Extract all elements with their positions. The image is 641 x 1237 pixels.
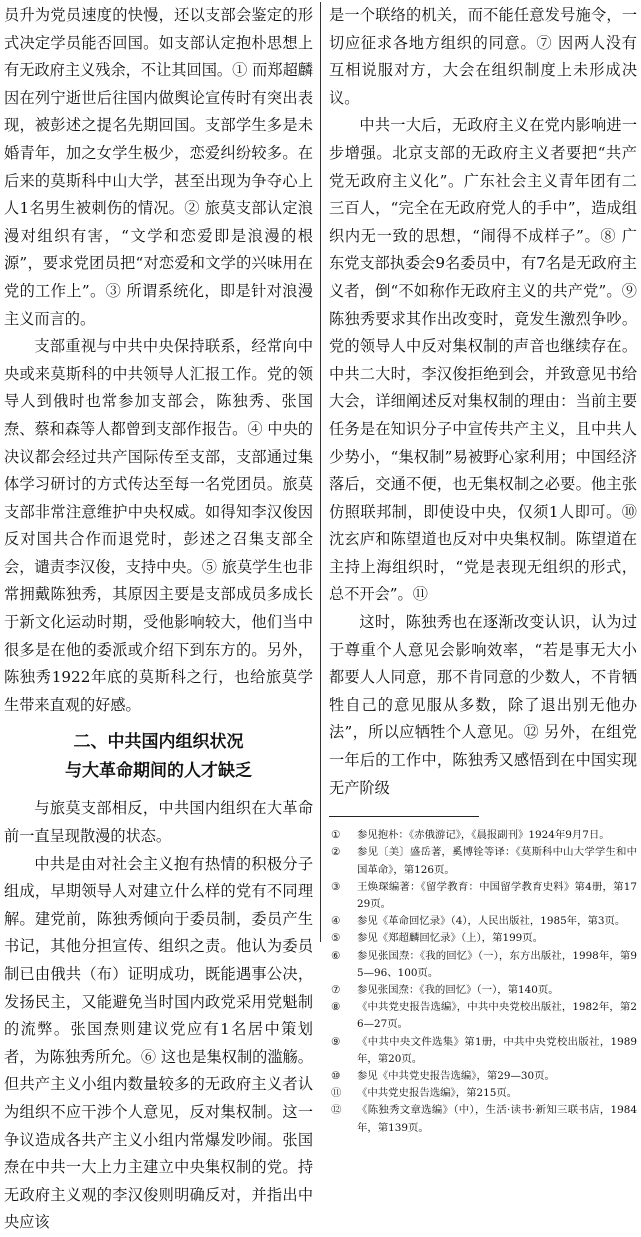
paragraph: 这时，陈独秀也在逐渐改变认识，认为过于尊重个人意见会影响效率，“若是事无大小都要人人同意，那不肯同意的少数人，不肯牺牲自己的意见服从多数，除了退出别无他办法”，所以应牺牲个人意见。⑫ 另外，在组党一年后的工作中，陈独秀又感悟到在中国实现无产阶级 xyxy=(329,613,637,797)
footnote-text: 参见张国焘：《我的回忆》（一），东方出版社，1998年，第95—96、100页。 xyxy=(357,949,637,979)
footnote-mark: ⑫ xyxy=(331,1104,342,1117)
footnote-mark: ⑨ xyxy=(331,1035,341,1048)
footnote-text: 王焕琛编著：《留学教育：中国留学教育史料》第4册，第1729页。 xyxy=(357,880,637,911)
footnote xyxy=(329,827,637,844)
paragraph: 支部重视与中共中央保持联系，经常向中央或来莫斯科的中共领导人汇报工作。党的领导人到俄时也常参加支部会，陈独秀、张国焘、蔡和森等人都曾到支部作报告。④ 中央的决议都会经过共产国际传至支部，支部通过集体学习研讨的方式传达至每一名党团员。旅莫支部非常注意维护中央权威。如得知李汉俊因反对国共合作而退党时，彭述之召集支部全会，谴责李汉俊，支持中央。⑤ 旅莫学生也非常拥戴陈独秀，其原因主要是支部成员多成长于新文化运动时期，受他影响较大，他们当中很多是在他的委派或介绍下到东方的。另外，陈独秀1922年底的莫斯科之行，也给旅莫学生带来直观的好感。 xyxy=(4,337,313,714)
footnote xyxy=(329,982,637,999)
section-title-line: 与大革命期间的人才缺乏 xyxy=(65,761,252,782)
footnote-text: 参见《郑超麟回忆录》（上），第199页。 xyxy=(357,932,544,945)
footnote xyxy=(329,1085,637,1102)
footnote xyxy=(329,879,637,913)
footnote-mark: ⑤ xyxy=(331,932,341,945)
footnote-text: 《中共中央文件选集》第1册，中共中央党校出版社，1989年，第20页。 xyxy=(357,1035,637,1065)
footnote xyxy=(329,948,637,982)
right-column xyxy=(329,2,637,1137)
footnotes xyxy=(329,827,637,1137)
paragraph: 是一个联络的机关，而不能任意发号施令，一切应征求各地方组织的同意。⑦ 因两人没有互相说服对方，大会在组织制度上未形成决议。 xyxy=(329,6,637,107)
footnote-rule xyxy=(329,816,479,817)
paragraph: 员升为党员速度的快慢，还以支部会鉴定的形式决定学员能否回国。如支部认定抱朴思想上有无政府主义残余，不让其回国。① 而郑超麟因在列宁逝世后往国内做舆论宣传时有突出表现，被彭述之提名先期回国。支部学生多是未婚青年，加之女学生极少，恋爱纠纷较多。在后来的莫斯科中山大学，甚至出现为争夺心上人1名男生被刺伤的情况。② 旅莫支部认定浪漫对组织有害，“文学和恋爱即是浪漫的根源”，要求党团员把“对恋爱和文学的兴味用在党的工作上”。③ 所谓系统化，即是针对浪漫主义而言的。 xyxy=(4,6,313,328)
footnote-text: 参见张国焘：《我的回忆》（一），第140页。 xyxy=(357,984,559,997)
footnote-text: 《中共党史报告选编》，中共中央党校出版社，1982年，第26—27页。 xyxy=(357,1001,637,1031)
footnote xyxy=(329,1068,637,1085)
paragraph: 与旅莫支部相反，中共国内组织在大革命前一直呈现散漫的状态。 xyxy=(4,799,313,846)
footnote-mark: ② xyxy=(331,846,341,859)
footnote-text: 参见《革命回忆录》（4），人民出版社，1985年，第3页。 xyxy=(357,915,626,928)
footnote xyxy=(329,999,637,1033)
footnote-text: 参见抱朴：《赤俄游记》，《晨报副刊》1924年9月7日。 xyxy=(357,829,610,842)
left-column xyxy=(4,2,313,1237)
footnote-mark: ④ xyxy=(331,915,341,928)
footnote-mark: ① xyxy=(331,829,341,842)
footnote-mark: ⑩ xyxy=(331,1070,341,1083)
footnote xyxy=(329,844,637,878)
footnote-mark: ⑪ xyxy=(331,1087,342,1100)
footnote xyxy=(329,1102,637,1136)
footnote-text: 《陈独秀文章选编》（中），生活·读书·新知三联书店，1984年，第139页。 xyxy=(357,1104,637,1134)
footnote xyxy=(329,913,637,930)
section-title xyxy=(4,728,313,786)
paragraph: 中共是由对社会主义抱有热情的积极分子组成，早期领导人对建立什么样的党有不同理解。建党前，陈独秀倾向于委员制，委员产生书记，其他分担宣传、组织之责。他认为委员制已由俄共（布）证明成功，既能遇事公决，发扬民主，又能避免当时国内政党采用党魁制的流弊。张国焘则建议党应有1名居中策划者，为陈独秀所允。⑥ 这也是集权制的滥觞。但共产主义小组内数量较多的无政府主义者认为组织不应干涉个人意见，反对集权制。这一争议造成各共产主义小组内常爆发吵闹。张国焘在中共一大上力主建立中央集权制的党。持无政府主义观的李汉俊则明确反对，并指出中央应该 xyxy=(4,854,313,1232)
section-title-line: 二、中共国内组织状况 xyxy=(73,732,244,753)
footnote xyxy=(329,930,637,947)
footnote xyxy=(329,1034,637,1068)
footnote-text: 参见《中共党史报告选编》，第29—30页。 xyxy=(357,1070,555,1083)
paragraph: 中共一大后，无政府主义在党内影响进一步增强。北京支部的无政府主义者要把“共产党无政府主义化”。广东社会主义青年团有二三百人，“完全在无政府党人的手中”，造成组织内无一致的思想，“闹得不成样子”。⑧ 广东党支部执委会9名委员中，有7名是无政府主义者，倒“不如称作无政府主义的共产党”。⑨ 陈独秀要求其作出改变时，竟发生激烈争吵。党的领导人中反对集权制的声音也继续存在。中共二大时，李汉俊拒绝到会，并致意见书给大会，详细阐述反对集权制的理由：当前主要任务是在知识分子中宣传共产主义，且中共人少势小，“集权制”易被野心家利用；中国经济落后，交通不便，也无集权制之必要。他主张仿照联邦制，即使设中央，仅须1人即可。⑩ 沈玄庐和陈望道也反对中央集权制。陈望道在主持上海组织时，“党是表现无组织的形式，总不开会”。⑪ xyxy=(329,116,637,604)
footnote-mark: ⑦ xyxy=(331,984,341,997)
footnote-mark: ③ xyxy=(331,880,341,893)
footnote-mark: ⑥ xyxy=(331,949,341,962)
column-divider xyxy=(320,2,321,942)
footnote-mark: ⑧ xyxy=(331,1001,341,1014)
footnote-text: 参见〔美〕盛岳著，奚博铨等译：《莫斯科中山大学学生和中国革命》，第126页。 xyxy=(357,846,637,876)
footnote-text: 《中共党史报告选编》，第215页。 xyxy=(357,1087,518,1100)
